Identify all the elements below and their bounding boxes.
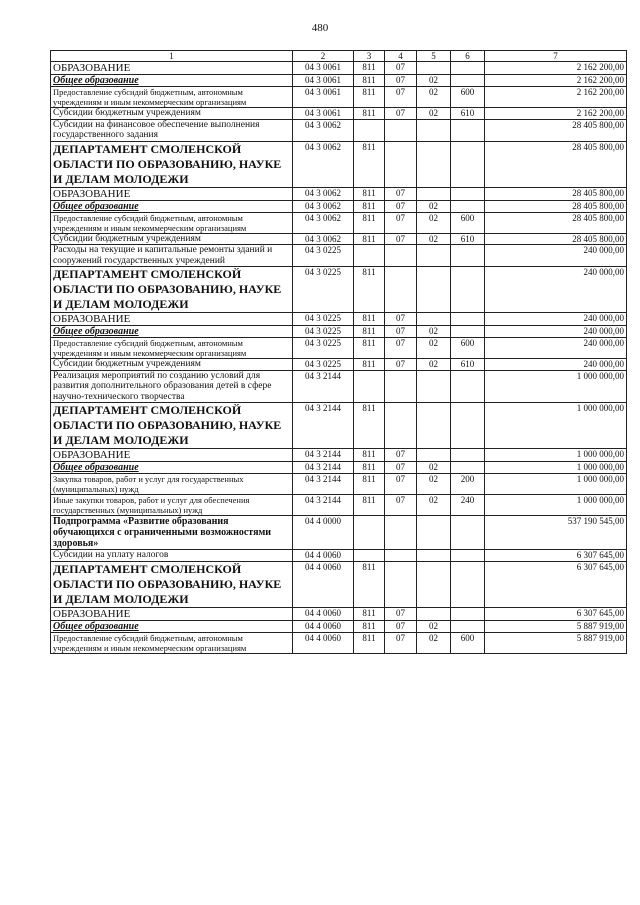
target-code: 04 3 2144 — [293, 403, 354, 449]
row-name: Субсидии бюджетным учреждениям — [51, 108, 293, 120]
section-code: 07 — [385, 495, 417, 516]
department-code: 811 — [354, 233, 385, 245]
table-row — [51, 108, 627, 120]
target-code: 04 4 0060 — [293, 550, 354, 562]
department-code: 811 — [354, 403, 385, 449]
row-name: ДЕПАРТАМЕНТ СМОЛЕНСКОЙ ОБЛАСТИ ПО ОБРАЗОВАНИЮ, НАУКЕ И ДЕЛАМ МОЛОДЕЖИ — [51, 267, 293, 313]
target-code: 04 3 0225 — [293, 359, 354, 371]
row-name: Расходы на текущие и капитальные ремонты зданий и сооружений государственных учреждений — [51, 245, 293, 267]
amount: 1 000 000,00 — [485, 462, 627, 474]
department-code: 811 — [354, 313, 385, 326]
amount: 6 307 645,00 — [485, 561, 627, 607]
table-row — [51, 141, 627, 187]
department-code: 811 — [354, 75, 385, 87]
expense-type-code — [451, 141, 485, 187]
row-name: Общее образование — [51, 200, 293, 212]
amount: 537 190 545,00 — [485, 516, 627, 550]
table-row — [51, 516, 627, 550]
row-name: ОБРАЗОВАНИЕ — [51, 449, 293, 462]
target-code: 04 4 0060 — [293, 561, 354, 607]
table-row — [51, 462, 627, 474]
department-code: 811 — [354, 62, 385, 75]
amount: 28 405 800,00 — [485, 141, 627, 187]
section-code: 07 — [385, 75, 417, 87]
target-code: 04 3 0061 — [293, 62, 354, 75]
expense-type-code: 600 — [451, 338, 485, 359]
row-name: ДЕПАРТАМЕНТ СМОЛЕНСКОЙ ОБЛАСТИ ПО ОБРАЗОВАНИЮ, НАУКЕ И ДЕЛАМ МОЛОДЕЖИ — [51, 561, 293, 607]
section-code — [385, 370, 417, 403]
expense-type-code — [451, 462, 485, 474]
subsection-code — [417, 370, 451, 403]
table-row — [51, 212, 627, 233]
section-code: 07 — [385, 233, 417, 245]
target-code: 04 3 2144 — [293, 462, 354, 474]
table-row — [51, 326, 627, 338]
target-code: 04 3 0062 — [293, 212, 354, 233]
subsection-code — [417, 267, 451, 313]
target-code: 04 3 0225 — [293, 313, 354, 326]
expense-type-code — [451, 267, 485, 313]
expense-type-code: 610 — [451, 108, 485, 120]
section-code: 07 — [385, 620, 417, 632]
department-code — [354, 370, 385, 403]
amount: 28 405 800,00 — [485, 212, 627, 233]
subsection-code: 02 — [417, 75, 451, 87]
section-code: 07 — [385, 632, 417, 653]
table-row — [51, 449, 627, 462]
expense-type-code — [451, 187, 485, 200]
target-code: 04 3 0225 — [293, 267, 354, 313]
table-row — [51, 187, 627, 200]
section-code: 07 — [385, 607, 417, 620]
section-code — [385, 119, 417, 141]
expense-type-code — [451, 200, 485, 212]
department-code — [354, 119, 385, 141]
amount: 240 000,00 — [485, 313, 627, 326]
target-code: 04 4 0060 — [293, 632, 354, 653]
department-code: 811 — [354, 267, 385, 313]
table-row — [51, 119, 627, 141]
amount: 1 000 000,00 — [485, 370, 627, 403]
department-code: 811 — [354, 338, 385, 359]
row-name: Общее образование — [51, 462, 293, 474]
column-number: 7 — [485, 51, 627, 62]
department-code: 811 — [354, 474, 385, 495]
subsection-code — [417, 561, 451, 607]
subsection-code: 02 — [417, 212, 451, 233]
expense-type-code — [451, 403, 485, 449]
table-row — [51, 550, 627, 562]
table-row — [51, 313, 627, 326]
row-name: ОБРАЗОВАНИЕ — [51, 607, 293, 620]
table-row — [51, 632, 627, 653]
row-name: Общее образование — [51, 75, 293, 87]
target-code: 04 3 0062 — [293, 141, 354, 187]
column-number: 1 — [51, 51, 293, 62]
section-code: 07 — [385, 338, 417, 359]
amount: 240 000,00 — [485, 326, 627, 338]
amount: 240 000,00 — [485, 359, 627, 371]
row-name: ДЕПАРТАМЕНТ СМОЛЕНСКОЙ ОБЛАСТИ ПО ОБРАЗОВАНИЮ, НАУКЕ И ДЕЛАМ МОЛОДЕЖИ — [51, 141, 293, 187]
subsection-code: 02 — [417, 462, 451, 474]
target-code: 04 4 0060 — [293, 620, 354, 632]
target-code: 04 3 0225 — [293, 245, 354, 267]
table-row — [51, 607, 627, 620]
column-number-header — [51, 51, 627, 62]
amount: 28 405 800,00 — [485, 119, 627, 141]
row-name: Общее образование — [51, 620, 293, 632]
expense-type-code — [451, 550, 485, 562]
column-number: 3 — [354, 51, 385, 62]
section-code — [385, 267, 417, 313]
target-code: 04 4 0060 — [293, 607, 354, 620]
amount: 6 307 645,00 — [485, 607, 627, 620]
row-name: Предоставление субсидий бюджетным, автономным учреждениям и иным некоммерческим организациям — [51, 338, 293, 359]
target-code: 04 3 2144 — [293, 495, 354, 516]
target-code: 04 3 0062 — [293, 233, 354, 245]
expense-type-code: 240 — [451, 495, 485, 516]
section-code: 07 — [385, 449, 417, 462]
department-code: 811 — [354, 108, 385, 120]
subsection-code: 02 — [417, 338, 451, 359]
subsection-code: 02 — [417, 233, 451, 245]
subsection-code: 02 — [417, 620, 451, 632]
amount: 6 307 645,00 — [485, 550, 627, 562]
table-body — [51, 62, 627, 654]
target-code: 04 3 2144 — [293, 474, 354, 495]
subsection-code — [417, 187, 451, 200]
section-code: 07 — [385, 87, 417, 108]
row-name: ОБРАЗОВАНИЕ — [51, 313, 293, 326]
department-code: 811 — [354, 620, 385, 632]
target-code: 04 3 0061 — [293, 75, 354, 87]
subsection-code — [417, 607, 451, 620]
department-code: 811 — [354, 87, 385, 108]
target-code: 04 3 0062 — [293, 200, 354, 212]
target-code: 04 3 0062 — [293, 119, 354, 141]
table-row — [51, 561, 627, 607]
amount: 2 162 200,00 — [485, 108, 627, 120]
target-code: 04 3 0225 — [293, 338, 354, 359]
section-code: 07 — [385, 108, 417, 120]
amount: 1 000 000,00 — [485, 449, 627, 462]
row-name: Субсидии бюджетным учреждениям — [51, 233, 293, 245]
table-row — [51, 267, 627, 313]
subsection-code: 02 — [417, 632, 451, 653]
amount: 28 405 800,00 — [485, 233, 627, 245]
row-name: Реализация мероприятий по созданию условий для развития дополнительного образования детей в сфере научно-технического творчества — [51, 370, 293, 403]
section-code: 07 — [385, 326, 417, 338]
subsection-code — [417, 516, 451, 550]
amount: 240 000,00 — [485, 338, 627, 359]
amount: 28 405 800,00 — [485, 200, 627, 212]
section-code — [385, 403, 417, 449]
department-code: 811 — [354, 141, 385, 187]
column-number: 5 — [417, 51, 451, 62]
department-code: 811 — [354, 200, 385, 212]
expense-type-code — [451, 561, 485, 607]
column-number: 2 — [293, 51, 354, 62]
expense-type-code — [451, 119, 485, 141]
department-code: 811 — [354, 359, 385, 371]
table-row — [51, 200, 627, 212]
target-code: 04 3 0061 — [293, 87, 354, 108]
amount: 240 000,00 — [485, 267, 627, 313]
column-number: 4 — [385, 51, 417, 62]
section-code: 07 — [385, 474, 417, 495]
expense-type-code — [451, 245, 485, 267]
department-code: 811 — [354, 561, 385, 607]
subsection-code: 02 — [417, 495, 451, 516]
amount: 1 000 000,00 — [485, 474, 627, 495]
expense-type-code: 600 — [451, 87, 485, 108]
section-code: 07 — [385, 313, 417, 326]
subsection-code: 02 — [417, 200, 451, 212]
table-row — [51, 75, 627, 87]
expense-type-code — [451, 620, 485, 632]
subsection-code — [417, 119, 451, 141]
amount: 2 162 200,00 — [485, 62, 627, 75]
expense-type-code — [451, 326, 485, 338]
department-code — [354, 550, 385, 562]
column-number: 6 — [451, 51, 485, 62]
table-row — [51, 359, 627, 371]
section-code: 07 — [385, 200, 417, 212]
subsection-code — [417, 141, 451, 187]
department-code: 811 — [354, 449, 385, 462]
section-code — [385, 561, 417, 607]
subsection-code — [417, 550, 451, 562]
table-row — [51, 403, 627, 449]
subsection-code: 02 — [417, 108, 451, 120]
section-code — [385, 141, 417, 187]
subsection-code — [417, 449, 451, 462]
target-code: 04 3 0225 — [293, 326, 354, 338]
amount: 5 887 919,00 — [485, 632, 627, 653]
subsection-code: 02 — [417, 474, 451, 495]
department-code: 811 — [354, 326, 385, 338]
department-code — [354, 245, 385, 267]
section-code — [385, 550, 417, 562]
department-code: 811 — [354, 212, 385, 233]
row-name: Предоставление субсидий бюджетным, автономным учреждениям и иным некоммерческим организациям — [51, 212, 293, 233]
row-name: ДЕПАРТАМЕНТ СМОЛЕНСКОЙ ОБЛАСТИ ПО ОБРАЗОВАНИЮ, НАУКЕ И ДЕЛАМ МОЛОДЕЖИ — [51, 403, 293, 449]
subsection-code — [417, 403, 451, 449]
section-code: 07 — [385, 62, 417, 75]
section-code: 07 — [385, 212, 417, 233]
table-row — [51, 620, 627, 632]
section-code: 07 — [385, 462, 417, 474]
section-code — [385, 516, 417, 550]
page-number: 480 — [311, 22, 329, 34]
row-name: Субсидии на финансовое обеспечение выполнения государственного задания — [51, 119, 293, 141]
target-code: 04 3 2144 — [293, 370, 354, 403]
table-row — [51, 474, 627, 495]
department-code: 811 — [354, 187, 385, 200]
expense-type-code — [451, 449, 485, 462]
table-row — [51, 233, 627, 245]
row-name: Субсидии бюджетным учреждениям — [51, 359, 293, 371]
expense-type-code — [451, 516, 485, 550]
budget-table — [50, 50, 627, 654]
subsection-code: 02 — [417, 359, 451, 371]
row-name: Предоставление субсидий бюджетным, автономным учреждениям и иным некоммерческим организациям — [51, 632, 293, 653]
department-code: 811 — [354, 632, 385, 653]
expense-type-code: 600 — [451, 632, 485, 653]
row-name: Иные закупки товаров, работ и услуг для обеспечения государственных (муниципальных) нужд — [51, 495, 293, 516]
expense-type-code — [451, 313, 485, 326]
row-name: Общее образование — [51, 326, 293, 338]
expense-type-code — [451, 607, 485, 620]
row-name: Предоставление субсидий бюджетным, автономным учреждениям и иным некоммерческим организациям — [51, 87, 293, 108]
amount: 240 000,00 — [485, 245, 627, 267]
expense-type-code: 200 — [451, 474, 485, 495]
subsection-code: 02 — [417, 87, 451, 108]
table-row — [51, 245, 627, 267]
target-code: 04 3 2144 — [293, 449, 354, 462]
department-code: 811 — [354, 607, 385, 620]
amount: 1 000 000,00 — [485, 495, 627, 516]
expense-type-code: 610 — [451, 359, 485, 371]
row-name: Подпрограмма «Развитие образования обучающихся с ограниченными возможностями здоровья» — [51, 516, 293, 550]
amount: 1 000 000,00 — [485, 403, 627, 449]
row-name: ОБРАЗОВАНИЕ — [51, 62, 293, 75]
department-code — [354, 516, 385, 550]
department-code: 811 — [354, 495, 385, 516]
section-code: 07 — [385, 359, 417, 371]
amount: 5 887 919,00 — [485, 620, 627, 632]
amount: 28 405 800,00 — [485, 187, 627, 200]
target-code: 04 4 0000 — [293, 516, 354, 550]
amount: 2 162 200,00 — [485, 75, 627, 87]
table-row — [51, 338, 627, 359]
department-code: 811 — [354, 462, 385, 474]
table-row — [51, 495, 627, 516]
subsection-code — [417, 62, 451, 75]
row-name: ОБРАЗОВАНИЕ — [51, 187, 293, 200]
target-code: 04 3 0062 — [293, 187, 354, 200]
target-code: 04 3 0061 — [293, 108, 354, 120]
expense-type-code: 600 — [451, 212, 485, 233]
table-row — [51, 370, 627, 403]
row-name: Субсидии на уплату налогов — [51, 550, 293, 562]
amount: 2 162 200,00 — [485, 87, 627, 108]
expense-type-code — [451, 62, 485, 75]
expense-type-code — [451, 370, 485, 403]
subsection-code — [417, 245, 451, 267]
section-code: 07 — [385, 187, 417, 200]
expense-type-code — [451, 75, 485, 87]
table-row — [51, 87, 627, 108]
row-name: Закупка товаров, работ и услуг для государственных (муниципальных) нужд — [51, 474, 293, 495]
subsection-code: 02 — [417, 326, 451, 338]
table-row — [51, 62, 627, 75]
section-code — [385, 245, 417, 267]
expense-type-code: 610 — [451, 233, 485, 245]
subsection-code — [417, 313, 451, 326]
